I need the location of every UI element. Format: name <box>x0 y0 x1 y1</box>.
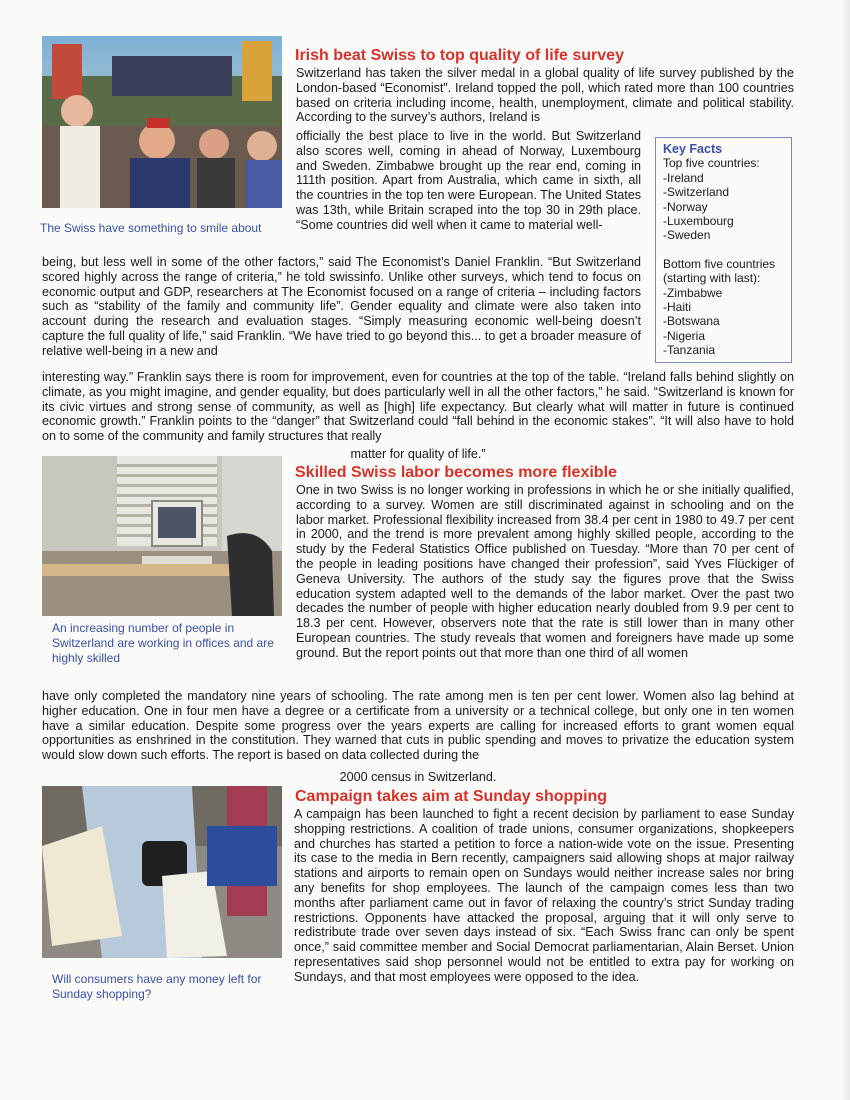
key-facts-item: -Switzerland <box>663 185 730 200</box>
key-facts-item: -Nigeria <box>663 328 706 343</box>
photo-caption: An increasing number of people in Switzerland are working in offices and are highly skilled <box>52 621 274 665</box>
key-facts-item: -Tanzania <box>663 343 716 358</box>
article-body: Switzerland has taken the silver medal in a global quality of life survey published by the London-based “Economist”. Ireland topped the poll, which rated more than 100 countries based on criteria including income, health, unemployment, climate and political stability. According to the survey’s authors, Ireland is <box>296 66 794 125</box>
article-body: officially the best place to live in the world. But Switzerland also scores well, coming in ahead of Norway, Luxembourg and Sweden. Zimbabwe brought up the rear end, coming in 111th position. Apart from Australia, which came in sixth, all the countries in the top ten were European. The United States was 13th, while Britain scraped into the top 30 in 29th place. “Some countries did well when it came to material well- <box>296 129 641 232</box>
article-body: One in two Swiss is no longer working in professions in which he or she initially qualified, according to a survey. Women are still discriminated against in schooling and on the labor market. Professional flexibility increased from 38.4 per cent in 1980 to 49.7 per cent in 2000, and the trend is more prevalent among highly skilled people, according to the study by the Federal Statistics Office published on Tuesday. “More than 70 per cent of the people in leading positions have changed their profession”, said Yves Flückiger of Geneva University. The authors of the study say the figures prove that the Swiss education system adapted well to the demands of the labor market. Over the past two decades the number of people with higher education nearly doubled from 9.9 per cent to 18.3 per cent. However, observers note that the rate is still lower than in many other European countries. The study reveals that women and foreigners have made up some ground. But the report points out that more than one third of all women <box>296 483 794 660</box>
key-facts-item: -Zimbabwe <box>663 285 723 300</box>
key-facts-heading: (starting with last): <box>663 271 761 286</box>
page-edge <box>840 0 850 1100</box>
photo-office-desk <box>42 456 282 616</box>
article-body: A campaign has been launched to fight a recent decision by parliament to ease Sunday shopping restrictions. A coalition of trade unions, consumer organizations, shopkeepers and churches has started a petition to force a nation-wide vote on the issue. Presenting its case to the media in Bern recently, campaigners said allowing shops at major railway stations and airports to remain open on Sundays would neither increase sales nor bring any benefits for shop employees. The launch of the campaign comes less than two months after parliament came out in favor of relaxing the country’s strict Sunday trading restrictions. Opponents have attacked the proposal, arguing that it will only serve to redistribute trade over seven days instead of six. “Each Swiss franc can only be spent once,” said committee member and Social Democrat parliamentarian, Alain Berset. Union representatives said shop personnel would not be entitled to extra pay for working on Sundays, and that most employees were opposed to the idea. <box>294 807 794 984</box>
key-facts-heading: Top five countries: <box>663 156 760 171</box>
key-facts-box <box>655 137 792 363</box>
article-body: matter for quality of life.” <box>350 447 486 461</box>
key-facts-item: -Luxembourg <box>663 214 734 229</box>
key-facts-item: -Norway <box>663 199 708 214</box>
photo-caption: Will consumers have any money left for Sunday shopping? <box>52 972 262 1001</box>
article-body: being, but less well in some of the other factors,” said The Economist’s Daniel Franklin. “But Switzerland scored highly across the range of criteria,” he told swissinfo. Unlike other surveys, which tend to focus on economic output and GDP, researchers at The Economist focused on a range of criteria – including factors such as “stability of the family and community life”. Gender equality and climate were also taken into account during the research and evaluation stages. “Simply measuring economic well-being doesn’t capture the full quality of life,” said Franklin. “We have tried to go beyond this... to get a broader measure of relative well-being in a new and <box>42 255 641 358</box>
article-body: 2000 census in Switzerland. <box>339 770 497 784</box>
article-headline: Campaign takes aim at Sunday shopping <box>295 788 608 805</box>
key-facts-item: -Botswana <box>663 314 720 329</box>
photo-caption: The Swiss have something to smile about <box>40 221 262 235</box>
article-headline: Skilled Swiss labor becomes more flexible <box>295 464 617 481</box>
key-facts-item: -Ireland <box>663 170 704 185</box>
photo-festival-crowd <box>42 36 282 208</box>
key-facts-heading: Bottom five countries <box>663 256 776 271</box>
photo-shopping-bags <box>42 786 282 958</box>
article-body: have only completed the mandatory nine years of schooling. The rate among men is ten per cent lower. Women also lag behind at higher education. One in four men have a degree or a certificate from a university or a technical college, but only one in ten women have a similar education. Despite some progress over the years experts are calling for increased efforts to grant women equal opportunities as enshrined in the constitution. They warned that cuts in public spending and moves to privatize the education system would slow down such efforts. The report is based on data collected during the <box>42 689 794 763</box>
key-facts-item: -Haiti <box>663 300 692 315</box>
article-body: interesting way.” Franklin says there is room for improvement, even for countries at the top of the table. “Ireland falls behind slightly on climate, as you might imagine, and gender equality, but does particularly well in all the other factors,” he said. “Switzerland is known for its civic virtues and strong sense of community, as well as [high] life expectancy. But clearly what will matter in future is continued economic growth.” Franklin points to the “danger” that Switzerland could “fall behind in the economic stakes”. “It will also have to hold on to some of the community and family structures that really <box>42 370 794 444</box>
article-headline: Irish beat Swiss to top quality of life survey <box>295 47 624 64</box>
key-facts-item: -Sweden <box>663 228 711 243</box>
key-facts-title: Key Facts <box>663 142 723 156</box>
